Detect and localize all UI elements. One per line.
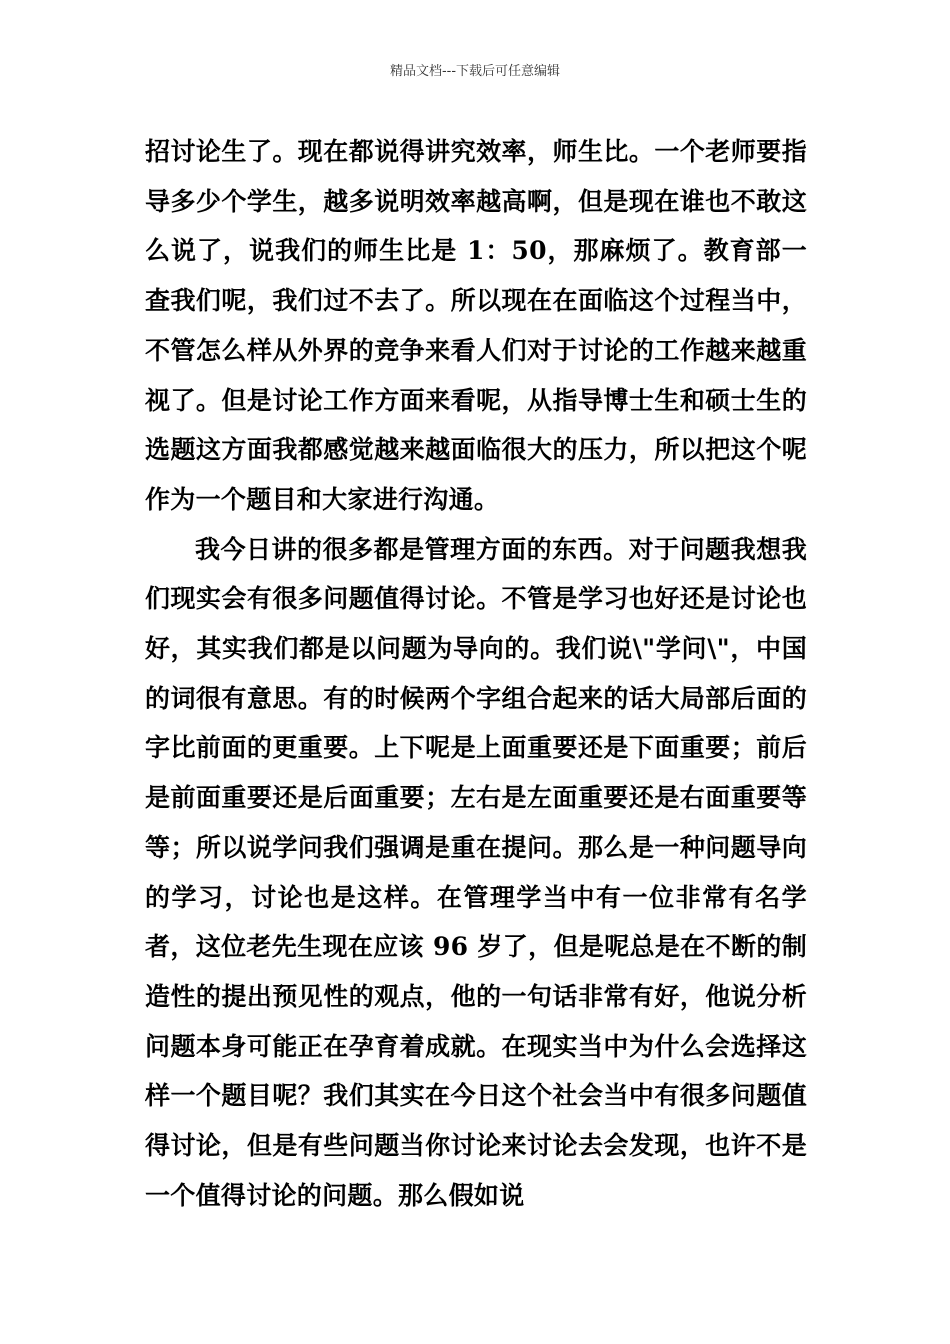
paragraph-2: 我今日讲的很多都是管理方面的东西。对于问题我想我们现实会有很多问题值得讨论。不管是学习也好还是讨论也好，其实我们都是以问题为导向的。我们说\"学问\"，中国的词很有意思。有的时候两个字组合起来的话大局部后面的字比前面的更重要。上下呢是上面重要还是下面重要；前后是前面重要还是后面重要；左右是左面重要还是右面重要等等；所以说学问我们强调是重在提问。那么是一种问题导向的学习，讨论也是这样。在管理学当中有一位非常有名学者，这位老先生现在应该 96 岁了，但是呢总是在不断的制造性的提出预见性的观点，他的一句话非常有好，他说分析问题本身可能正在孕育着成就。在现实当中为什么会选择这样一个题目呢？我们其实在今日这个社会当中有很多问题值得讨论，但是有些问题当你讨论来讨论去会发现，也许不是一个值得讨论的问题。那么假如说 <box>145 534 807 1210</box>
paragraph-1: 招讨论生了。现在都说得讲究效率，师生比。一个老师要指导多少个学生，越多说明效率越高啊，但是现在谁也不敢这么说了，说我们的师生比是 1：50，那麻烦了。教育部一查我们呢，我们过不去了。所以现在在面临这个过程当中，不管怎么样从外界的竞争来看人们对于讨论的工作越来越重视了。但是讨论工作方面来看呢，从指导博士生和硕士生的选题这方面我都感觉越来越面临很大的压力，所以把这个呢作为一个题目和大家进行沟通。 <box>145 137 807 514</box>
document-body <box>145 127 807 1220</box>
header-text: 精品文档---下载后可任意编辑 <box>389 64 561 79</box>
page-header <box>0 64 950 80</box>
